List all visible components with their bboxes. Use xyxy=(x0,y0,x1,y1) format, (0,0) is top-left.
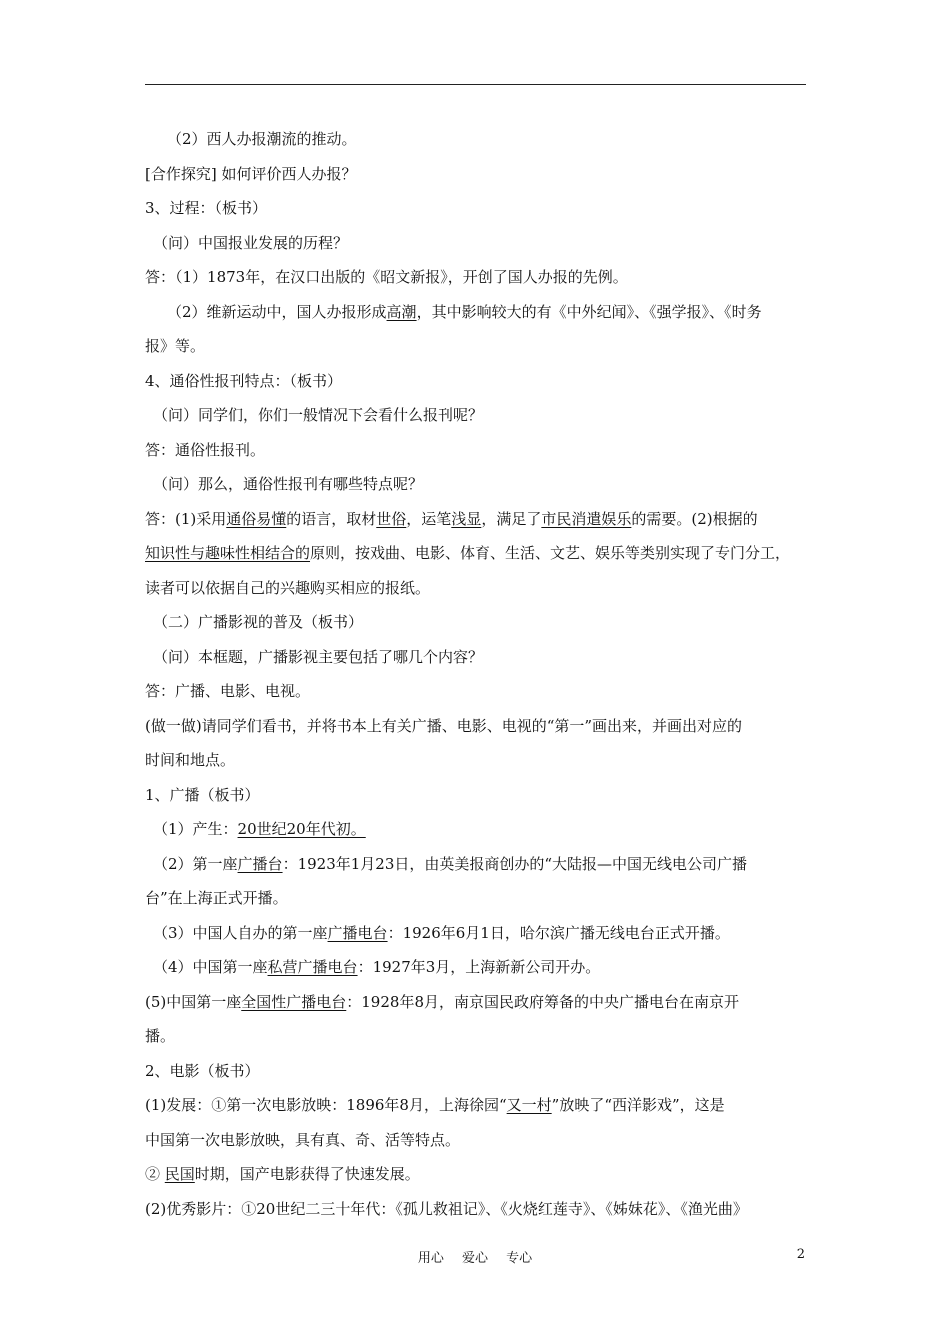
text-span: ：1928年8月，南京国民政府筹备的中央广播电台在南京开 xyxy=(346,992,739,1011)
text-line xyxy=(145,157,810,192)
text-line xyxy=(145,1192,810,1227)
text-line xyxy=(145,1157,810,1192)
underlined-text: 又一村 xyxy=(506,1096,552,1114)
text-span: 时间和地点。 xyxy=(145,751,236,769)
text-line xyxy=(145,812,810,847)
text-line xyxy=(145,191,810,226)
page-number: 2 xyxy=(796,1247,805,1262)
underlined-text: 20世纪20年代初。 xyxy=(237,820,366,838)
text-line xyxy=(145,226,810,261)
page-footer xyxy=(0,1247,950,1267)
underlined-text: 知识性与趣味性相结合的 xyxy=(145,544,311,562)
text-span: （1）产生： xyxy=(153,820,238,838)
text-span: 4、通俗性报刊特点：（板书） xyxy=(145,371,343,390)
underlined-text: 广播台 xyxy=(237,854,283,873)
text-span: ，运笔 xyxy=(406,509,452,528)
underlined-text: 全国性广播电台 xyxy=(241,992,347,1011)
text-line xyxy=(145,847,810,882)
underlined-text: 浅显 xyxy=(451,509,482,528)
text-line xyxy=(145,122,810,157)
text-line xyxy=(145,295,810,330)
text-line xyxy=(145,398,810,433)
text-span: ：1926年6月1日，哈尔滨广播无线电台正式开播。 xyxy=(387,923,730,942)
text-span: （2）第一座 xyxy=(153,854,238,873)
underlined-text: 私营广播电台 xyxy=(267,958,358,976)
text-line xyxy=(145,1019,810,1054)
text-span: ”放映了“西洋影戏”，这是 xyxy=(551,1096,725,1114)
text-span: 原则，按戏曲、电影、体育、生活、文艺、娱乐等类别实现了专门分工， xyxy=(310,544,791,562)
text-line xyxy=(145,467,810,502)
text-span: （问）那么，通俗性报刊有哪些特点呢？ xyxy=(153,475,424,493)
text-line xyxy=(145,1054,810,1089)
text-span: 读者可以依据自己的兴趣购买相应的报纸。 xyxy=(145,578,431,597)
text-span: ② xyxy=(145,1165,165,1183)
text-span: 3、过程：（板书） xyxy=(145,199,268,217)
text-line xyxy=(145,1088,810,1123)
text-span: （二）广播影视的普及（板书） xyxy=(153,613,364,631)
text-span: （问）中国报业发展的历程？ xyxy=(153,233,349,252)
underlined-text: 世俗 xyxy=(376,509,407,528)
text-span: ：1923年1月23日，由英美报商创办的“大陆报—中国无线电公司广播 xyxy=(282,854,748,873)
text-span: (5)中国第一座 xyxy=(145,992,242,1011)
text-span: 播。 xyxy=(145,1027,176,1045)
text-line xyxy=(145,536,810,571)
text-line xyxy=(145,743,810,778)
text-span: ：1927年3月，上海新新公司开办。 xyxy=(357,958,601,976)
text-span: 报》等。 xyxy=(145,337,206,355)
text-line xyxy=(145,364,810,399)
text-span: （2）西人办报潮流的推动。 xyxy=(167,130,357,148)
text-span: ，其中影响较大的有《中外纪闻》、《强学报》、《时务 xyxy=(416,302,762,321)
text-line xyxy=(145,950,810,985)
text-line xyxy=(145,709,810,744)
text-span: 答：通俗性报刊。 xyxy=(145,440,266,459)
text-line xyxy=(145,881,810,916)
text-span: 2、电影（板书） xyxy=(145,1061,260,1080)
text-span: （4）中国第一座 xyxy=(153,958,268,976)
text-span: （2）维新运动中，国人办报形成 xyxy=(167,302,387,321)
text-span: 台”在上海正式开播。 xyxy=(145,889,288,907)
text-span: ，满足了 xyxy=(481,509,542,528)
underlined-text: 民国 xyxy=(164,1165,195,1183)
text-span: 答：广播、电影、电视。 xyxy=(145,682,311,700)
text-span: [合作探究] 如何评价西人办报？ xyxy=(145,164,357,183)
document-body xyxy=(145,122,810,1226)
text-span: 答：(1)采用 xyxy=(145,509,227,528)
text-span: （问）本框题，广播影视主要包括了哪几个内容？ xyxy=(153,647,484,666)
text-line xyxy=(145,260,810,295)
text-line xyxy=(145,329,810,364)
text-span: 的需要。(2)根据的 xyxy=(631,509,758,528)
text-line xyxy=(145,674,810,709)
text-span: （问）同学们，你们一般情况下会看什么报刊呢？ xyxy=(153,406,484,424)
text-line xyxy=(145,571,810,606)
text-span: 答：（1）1873年，在汉口出版的《昭文新报》，开创了国人办报的先例。 xyxy=(145,268,628,286)
text-line xyxy=(145,1123,810,1158)
underlined-text: 广播电台 xyxy=(327,923,388,942)
underlined-text: 高潮 xyxy=(386,302,417,321)
text-line xyxy=(145,916,810,951)
text-line xyxy=(145,640,810,675)
text-line xyxy=(145,778,810,813)
underlined-text: 通俗易懂 xyxy=(226,509,287,528)
underlined-text: 市民消遣娱乐 xyxy=(541,509,632,528)
text-line xyxy=(145,605,810,640)
footer-motto: 用心 爱心 专心 xyxy=(417,1251,533,1266)
text-span: (2)优秀影片：①20世纪二三十年代：《孤儿救祖记》、《火烧红莲寺》、《姊妹花》、《渔光曲》 xyxy=(145,1199,748,1218)
header-rule xyxy=(145,84,806,85)
text-span: 1、广播（板书） xyxy=(145,785,260,804)
text-span: 时期，国产电影获得了快速发展。 xyxy=(194,1165,420,1183)
text-span: (1)发展：①第一次电影放映：1896年8月，上海徐园“ xyxy=(145,1096,507,1114)
text-span: (做一做)请同学们看书，并将书本上有关广播、电影、电视的“第一”画出来，并画出对应的 xyxy=(145,716,743,735)
text-span: 的语言，取材 xyxy=(286,509,377,528)
text-line xyxy=(145,502,810,537)
text-span: 中国第一次电影放映，具有真、奇、活等特点。 xyxy=(145,1130,461,1149)
text-line xyxy=(145,985,810,1020)
text-span: （3）中国人自办的第一座 xyxy=(153,923,328,942)
text-line xyxy=(145,433,810,468)
